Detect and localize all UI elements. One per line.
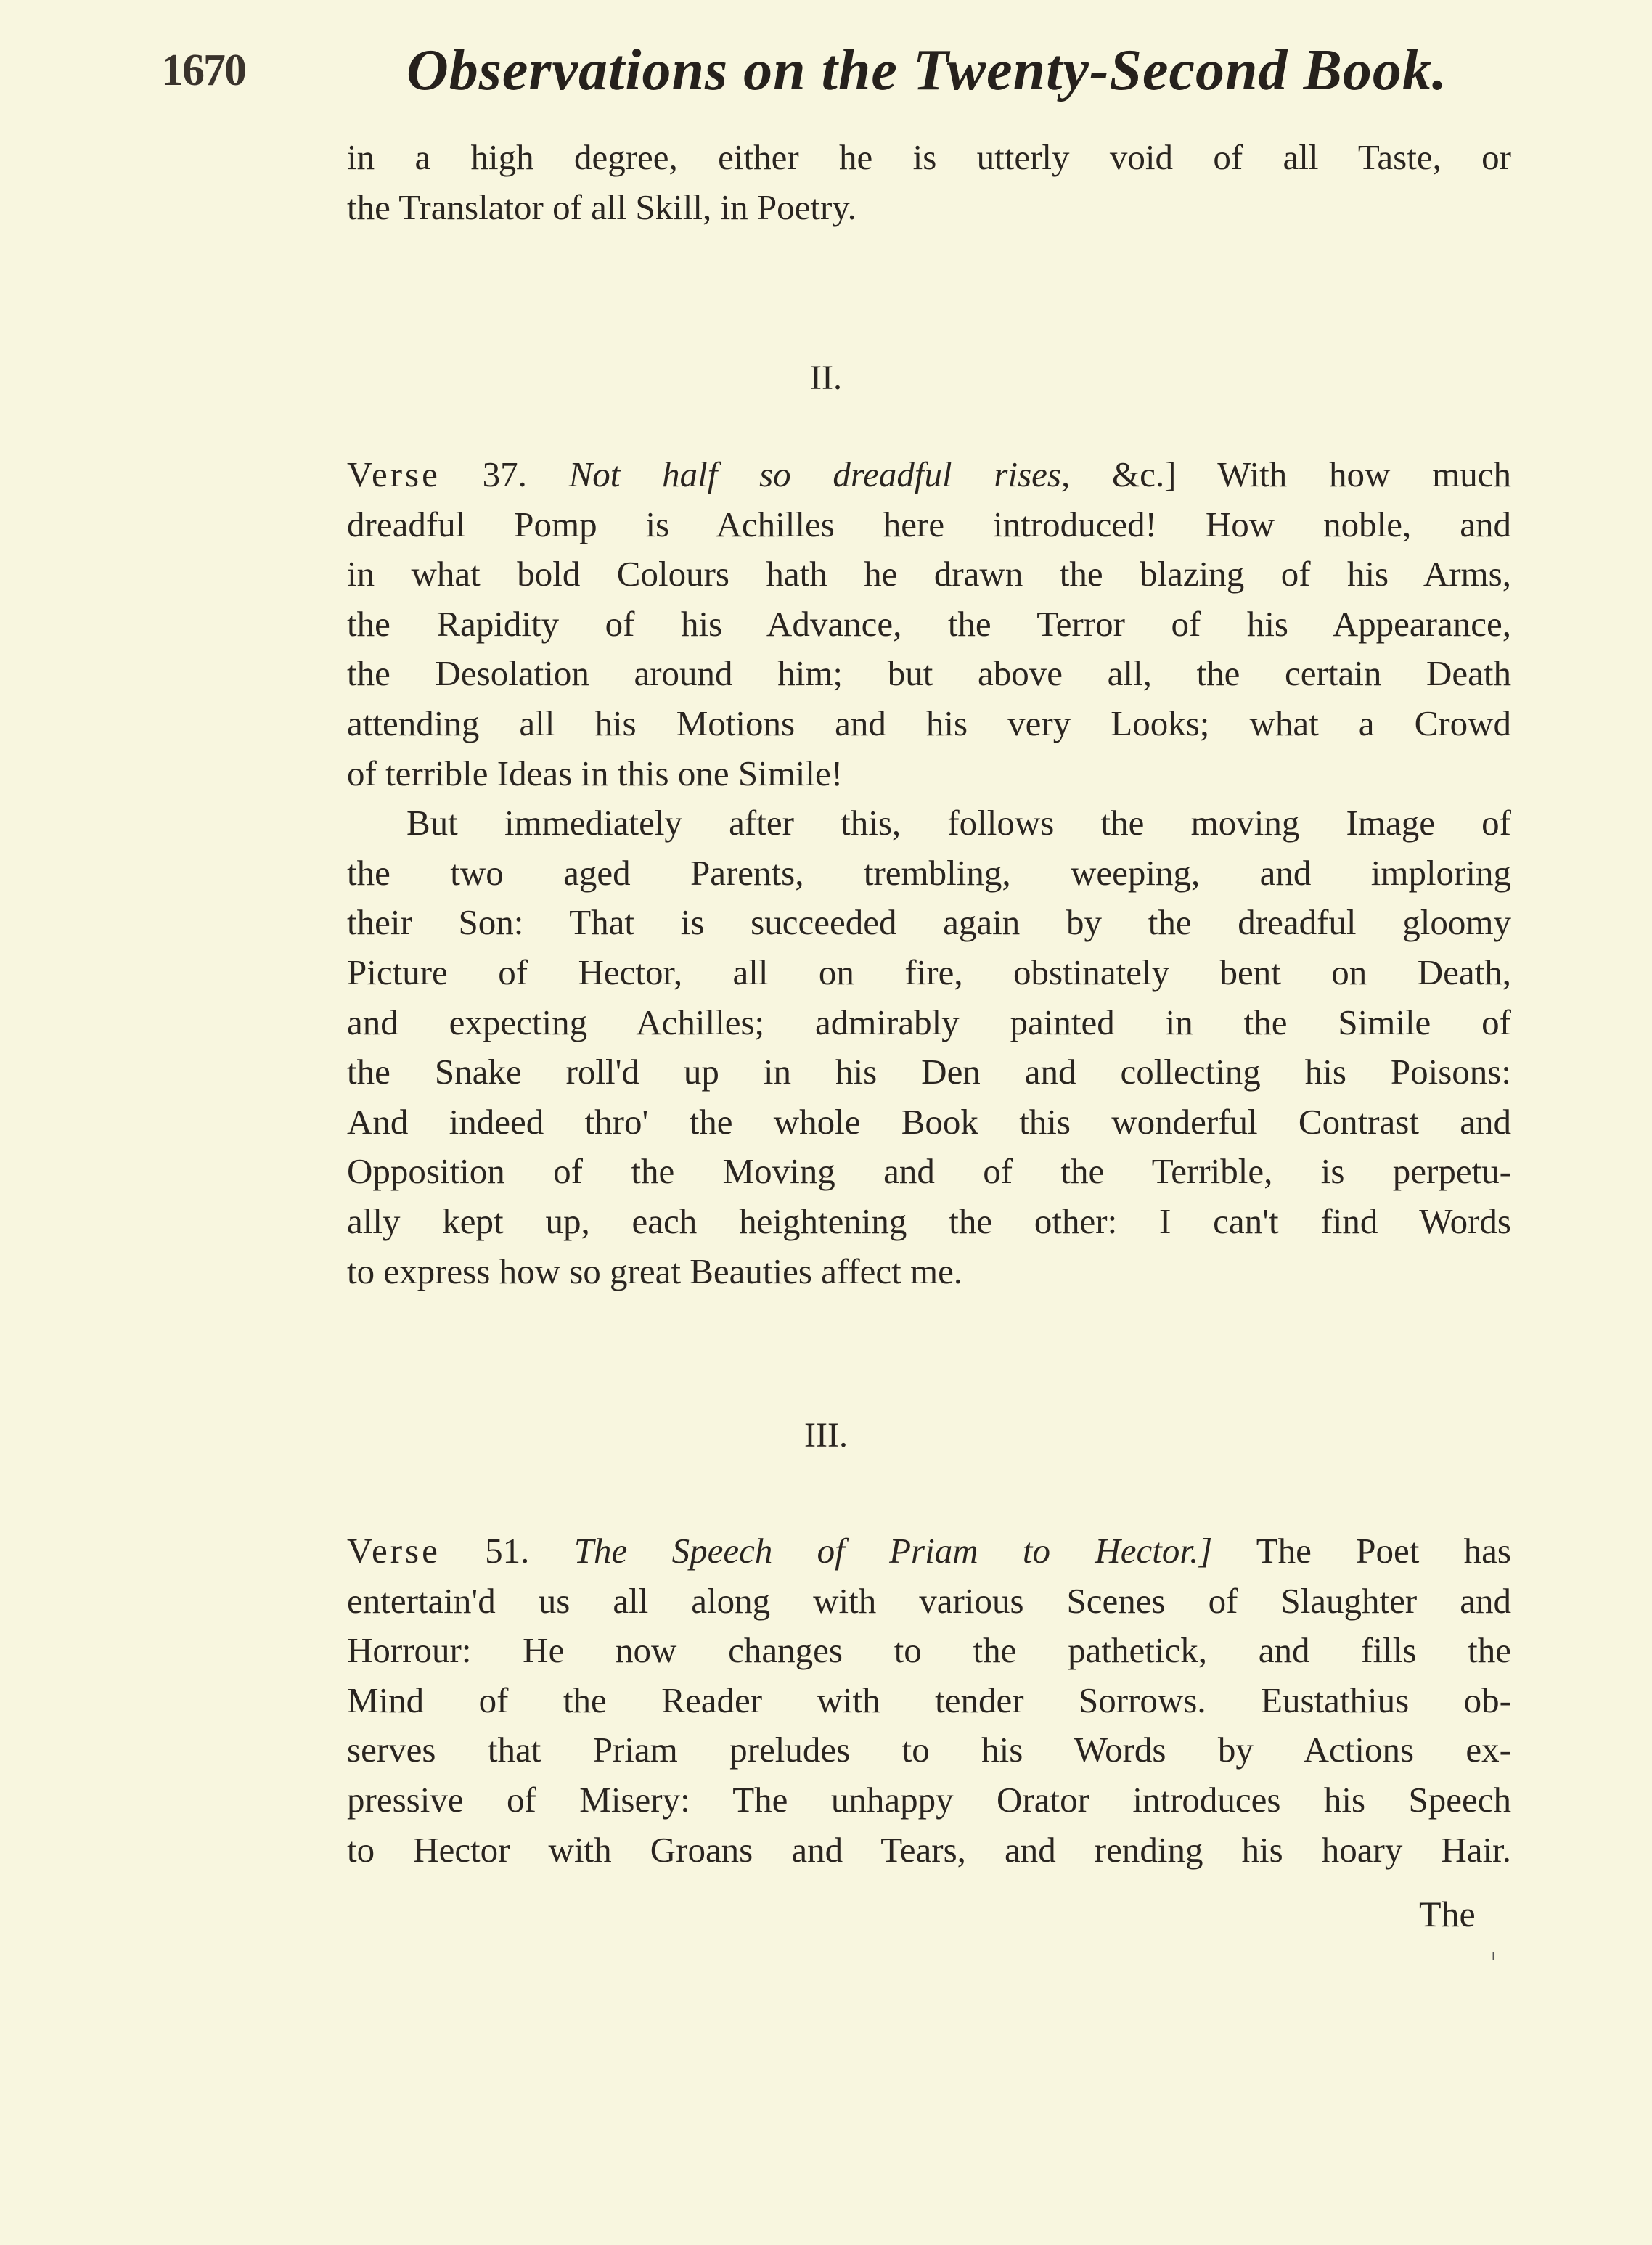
text-line: of terrible Ideas in this one Simile! — [347, 753, 843, 793]
text-line: the Rapidity of his Advance, the Terror of his Appearance, — [347, 603, 1511, 644]
lead-rest: The Poet has — [1256, 1531, 1511, 1571]
text-line: ally kept up, each heightening the other: I can't find Words — [347, 1201, 1511, 1241]
text-line: And indeed thro' the whole Book this wonderful Contrast and — [347, 1101, 1511, 1142]
text-line: But immediately after this, follows the moving Image of — [406, 803, 1511, 843]
section-iii-body — [347, 1526, 1511, 1875]
text-line: in what bold Colours hath he drawn the blazing of his Arms, — [347, 554, 1511, 594]
text-line: in a high degree, either he is utterly void of all Taste, or — [347, 137, 1511, 177]
text-line: to express how so great Beauties affect me. — [347, 1251, 963, 1291]
page-number: 1670 — [161, 46, 245, 95]
verse-number: 37. — [482, 454, 527, 494]
section-ii-body — [347, 450, 1511, 1296]
text-line: to Hector with Groans and Tears, and rending his hoary Hair. — [347, 1829, 1511, 1870]
section-heading: III. — [804, 1416, 848, 1455]
text-line: Mind of the Reader with tender Sorrows. Eustathius ob- — [347, 1680, 1511, 1720]
verse-label: Verse — [347, 454, 441, 494]
text-line: Horrour: He now changes to the pathetick, and fills the — [347, 1630, 1511, 1671]
text-line: attending all his Motions and his very Looks; what a Crowd — [347, 703, 1511, 743]
text-line: dreadful Pomp is Achilles here introduced! How noble, and — [347, 504, 1511, 544]
lead-line — [347, 1526, 1511, 1577]
text-line: and expecting Achilles; admirably painted in the Simile of — [347, 1002, 1511, 1042]
lead-line — [347, 450, 1511, 500]
intro-paragraph — [347, 133, 1511, 232]
section-heading: II. — [810, 359, 842, 397]
text-line: the Snake roll'd up in his Den and collecting his Poisons: — [347, 1052, 1511, 1092]
text-line: serves that Priam preludes to his Words by Actions ex- — [347, 1730, 1511, 1770]
text-line: their Son: That is succeeded again by the dreadful gloomy — [347, 902, 1511, 943]
running-head: Observations on the Twenty-Second Book. — [406, 38, 1447, 102]
text-line: Opposition of the Moving and of the Terrible, is perpetu- — [347, 1151, 1511, 1192]
text-line: pressive of Misery: The unhappy Orator introduces his Speech — [347, 1779, 1511, 1820]
lead-rest: With how much — [1217, 454, 1512, 494]
ink-speck: ı — [1491, 1944, 1497, 1965]
text-line: the Desolation around him; but above all, the certain Death — [347, 653, 1511, 694]
text-line: the Translator of all Skill, in Poetry. — [347, 187, 856, 227]
verse-number: 51. — [485, 1531, 530, 1571]
verse-quote: The Speech of Priam to Hector.] — [573, 1531, 1213, 1571]
verse-label: Verse — [347, 1531, 441, 1571]
verse-etc: &c.] — [1111, 454, 1177, 494]
text-line: entertain'd us all along with various Scenes of Slaughter and — [347, 1580, 1511, 1621]
text-line: Picture of Hector, all on fire, obstinately bent on Death, — [347, 952, 1511, 992]
text-line: the two aged Parents, trembling, weeping, and imploring — [347, 852, 1511, 893]
verse-quote: Not half so dreadful rises, — [568, 454, 1071, 494]
catchword: The — [1419, 1894, 1476, 1934]
